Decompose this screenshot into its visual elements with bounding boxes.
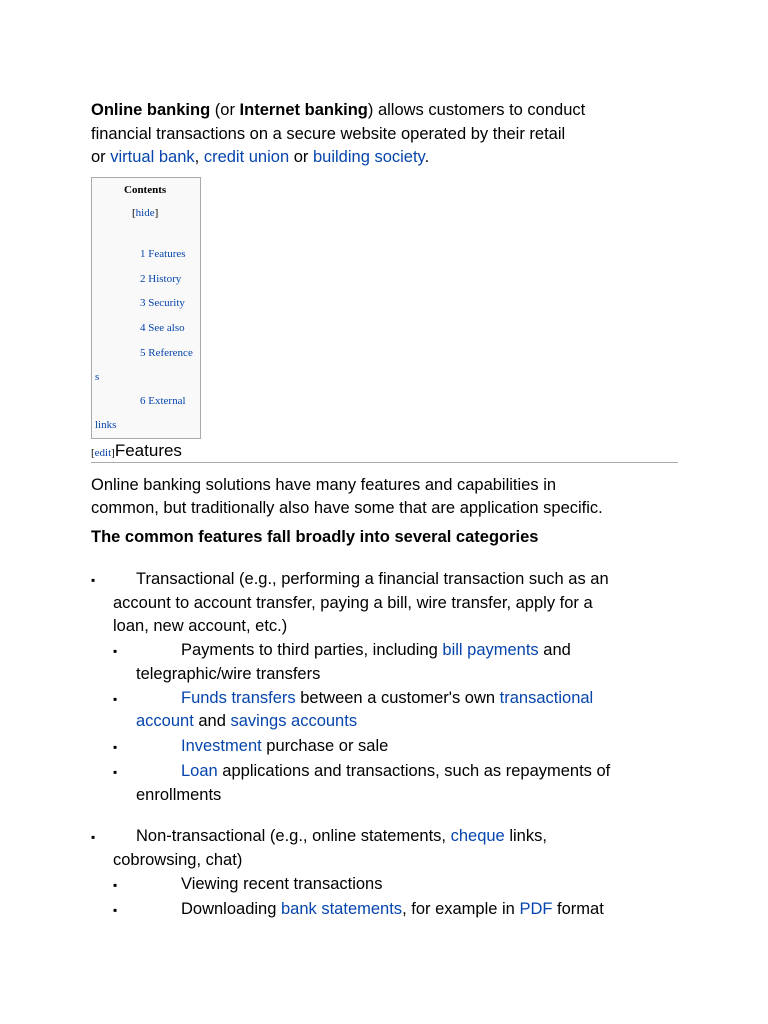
sub-funds-line-2: account and savings accounts (136, 712, 358, 730)
term-online-banking: Online banking (91, 101, 211, 119)
term-internet-banking: Internet banking (239, 101, 368, 119)
categories-subheading: The common features fall broadly into several categories (91, 528, 539, 546)
toc-hide-toggle[interactable]: [hide] (132, 207, 159, 219)
link-credit-union[interactable]: credit union (203, 148, 290, 166)
bullet-icon: ▪ (113, 692, 118, 706)
edit-section-link[interactable]: [edit] (91, 447, 115, 459)
link-account[interactable]: account (136, 712, 194, 730)
sub-payments-line-2: telegraphic/wire transfers (136, 665, 321, 683)
link-savings-accounts[interactable]: savings accounts (230, 712, 358, 730)
link-pdf[interactable]: PDF (519, 900, 553, 918)
link-funds-transfers[interactable]: Funds transfers (181, 689, 296, 707)
sub-downloading: Downloading bank statements, for example in PDF format (181, 900, 604, 918)
toc-item-references-wrap[interactable]: s (95, 371, 100, 383)
link-loan[interactable]: Loan (181, 762, 218, 780)
heading-features: Features (114, 441, 182, 460)
features-para-line-1: Online banking solutions have many features and capabilities in (91, 476, 557, 494)
sub-payments-line-1: Payments to third parties, including bill payments and (181, 641, 571, 659)
nontransactional-line-1: Non-transactional (e.g., online statements, cheque links, (136, 827, 547, 845)
table-of-contents (91, 177, 201, 439)
transactional-line-1: Transactional (e.g., performing a financial transaction such as an (136, 570, 609, 588)
intro-line-1: Online banking (or Internet banking) allows customers to conduct (91, 101, 586, 119)
link-bill-payments[interactable]: bill payments (442, 641, 539, 659)
link-building-society[interactable]: building society (312, 148, 425, 166)
bullet-icon: ▪ (113, 740, 118, 754)
bullet-icon: ▪ (91, 573, 96, 587)
link-investment[interactable]: Investment (181, 737, 262, 755)
toc-hide-link[interactable]: hide (135, 207, 155, 219)
nontransactional-line-2: cobrowsing, chat) (113, 851, 243, 869)
link-bank-statements[interactable]: bank statements (280, 900, 403, 918)
bullet-icon: ▪ (91, 830, 96, 844)
sub-viewing: Viewing recent transactions (181, 875, 383, 893)
link-cheque[interactable]: cheque (450, 827, 505, 845)
toc-title: Contents (124, 184, 167, 196)
bullet-icon: ▪ (113, 878, 118, 892)
toc-item-security[interactable]: 3 Security (140, 297, 185, 309)
toc-item-see-also[interactable]: 4 See also (140, 322, 185, 334)
sub-investment: Investment purchase or sale (181, 737, 389, 755)
sub-loan-line-2: enrollments (136, 786, 222, 804)
toc-item-history[interactable]: 2 History (140, 273, 182, 285)
link-transactional[interactable]: transactional (499, 689, 594, 707)
link-virtual-bank[interactable]: virtual bank (110, 148, 195, 166)
toc-item-features[interactable]: 1 Features (140, 248, 186, 260)
toc-item-external-links-wrap[interactable]: links (95, 419, 117, 431)
bullet-icon: ▪ (113, 903, 118, 917)
features-para-line-2: common, but traditionally also have some that are application specific. (91, 499, 603, 517)
transactional-line-2: account to account transfer, paying a bill, wire transfer, apply for a (113, 594, 593, 612)
sub-funds-line-1: Funds transfers between a customer's own transactional (181, 689, 594, 707)
intro-line-3: or virtual bank, credit union or building society. (91, 148, 430, 166)
intro-line-2: financial transactions on a secure website operated by their retail (91, 125, 566, 143)
transactional-line-3: loan, new account, etc.) (113, 617, 288, 635)
section-heading (91, 441, 182, 461)
toc-item-external-links[interactable]: 6 External (140, 395, 186, 407)
sub-loan-line-1: Loan applications and transactions, such as repayments of (181, 762, 611, 780)
bullet-icon: ▪ (113, 644, 118, 658)
bullet-icon: ▪ (113, 765, 118, 779)
toc-item-references[interactable]: 5 Reference (140, 347, 193, 359)
section-divider (91, 462, 678, 463)
